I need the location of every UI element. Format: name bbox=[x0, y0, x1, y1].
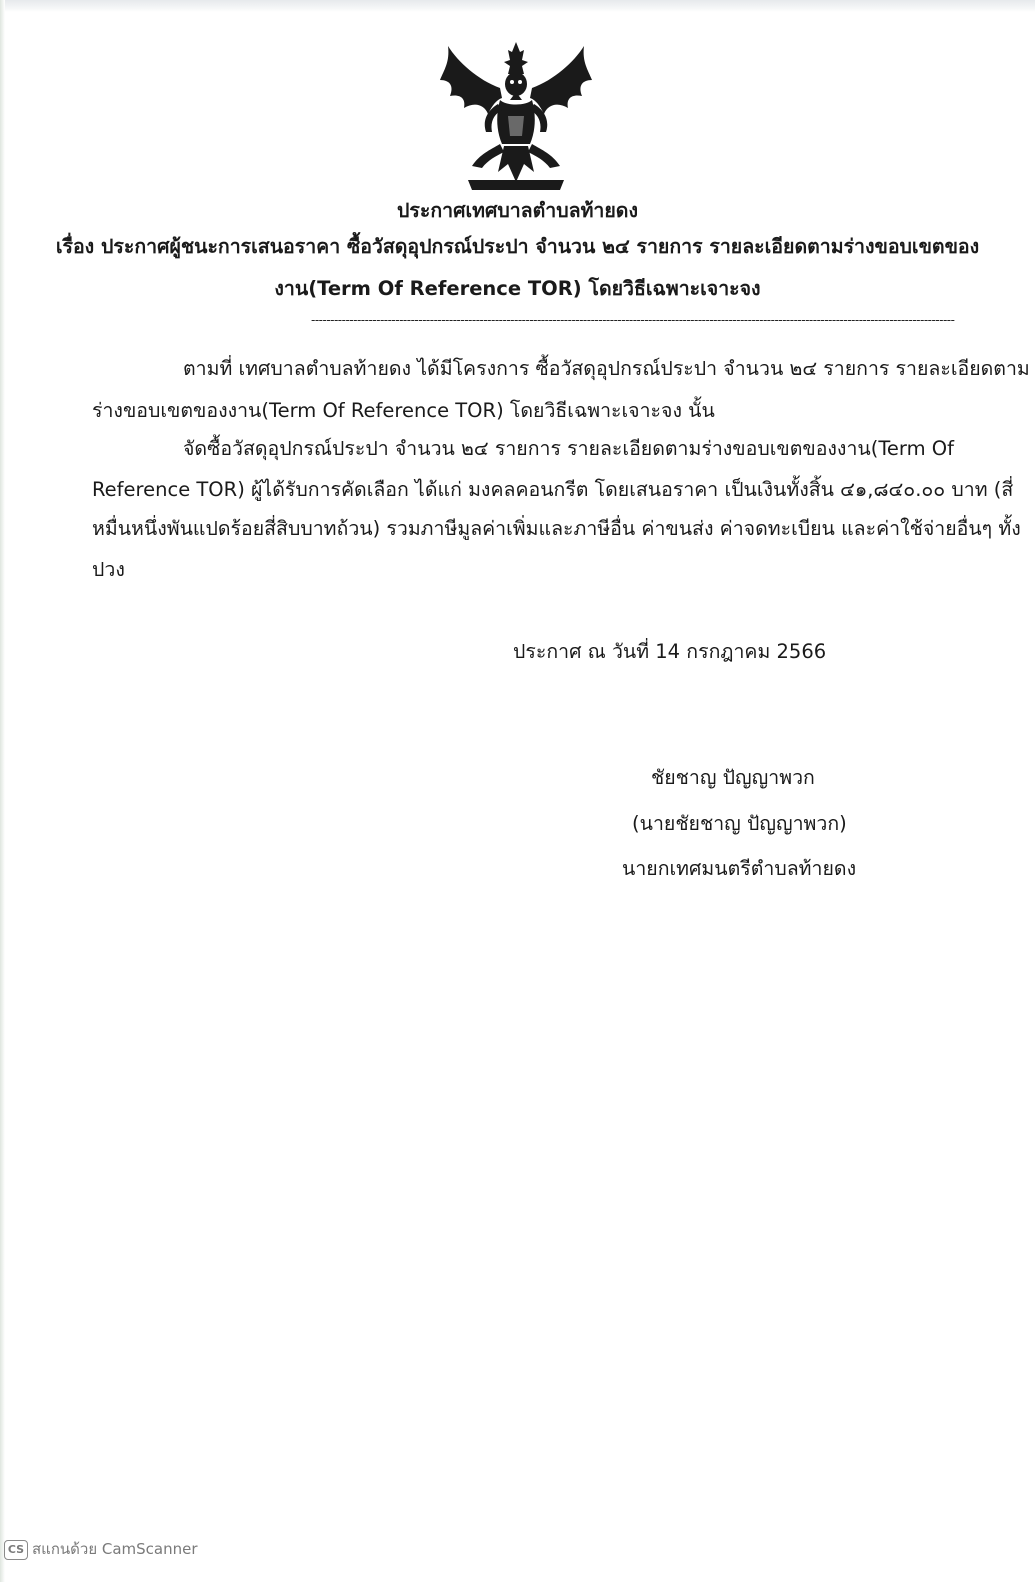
scanner-watermark bbox=[4, 1538, 198, 1560]
separator-line: ------------------------------------------------------------------------------------------------------------------------------------------------------------------------ bbox=[311, 313, 955, 327]
paragraph-1-line-2: ร่างขอบเขตของงาน(Term Of Reference TOR) โดยวิธีเฉพาะเจาะจง นั้น bbox=[92, 399, 715, 422]
scan-top-edge bbox=[0, 0, 1035, 12]
paragraph-1-line-1: ตามที่ เทศบาลตำบลท้ายดง ได้มีโครงการ ซื้อวัสดุอุปกรณ์ประปา จำนวน ๒๔ รายการ รายละเอียดตาม bbox=[183, 357, 1030, 380]
document-org-title: ประกาศเทศบาลตำบลท้ายดง bbox=[397, 199, 638, 222]
garuda-emblem-icon bbox=[438, 40, 594, 192]
announcement-date: ประกาศ ณ วันที่ 14 กรกฎาคม 2566 bbox=[513, 640, 827, 663]
scanner-watermark-text: สแกนด้วย CamScanner bbox=[32, 1540, 198, 1558]
paragraph-2-line-1: จัดซื้อวัสดุอุปกรณ์ประปา จำนวน ๒๔ รายการ รายละเอียดตามร่างขอบเขตของงาน(Term Of bbox=[183, 437, 955, 460]
signature-name: ชัยชาญ ปัญญาพวก bbox=[651, 766, 815, 789]
signatory-position: นายกเทศมนตรีตำบลท้ายดง bbox=[622, 857, 857, 880]
camscanner-logo-icon: CS bbox=[4, 1540, 28, 1560]
document-subject-line-2: งาน(Term Of Reference TOR) โดยวิธีเฉพาะเจาะจง bbox=[274, 277, 761, 300]
signatory-full-name: (นายชัยชาญ ปัญญาพวก) bbox=[632, 812, 847, 835]
paragraph-2-line-2: Reference TOR) ผู้ได้รับการคัดเลือก ได้แก่ มงคลคอนกรีต โดยเสนอราคา เป็นเงินทั้งสิ้น ๔๑,๘๔๐.๐๐ บาท (สี่ bbox=[92, 478, 1014, 501]
paragraph-2-line-4: ปวง bbox=[92, 558, 125, 581]
paragraph-2-line-3: หมื่นหนึ่งพันแปดร้อยสี่สิบบาทถ้วน) รวมภาษีมูลค่าเพิ่มและภาษีอื่น ค่าขนส่ง ค่าจดทะเบียน และค่าใช้จ่ายอื่นๆ ทั้ง bbox=[92, 517, 1021, 540]
document-subject-line-1: เรื่อง ประกาศผู้ชนะการเสนอราคา ซื้อวัสดุอุปกรณ์ประปา จำนวน ๒๔ รายการ รายละเอียดตามร่างขอบเขตของ bbox=[55, 235, 980, 258]
